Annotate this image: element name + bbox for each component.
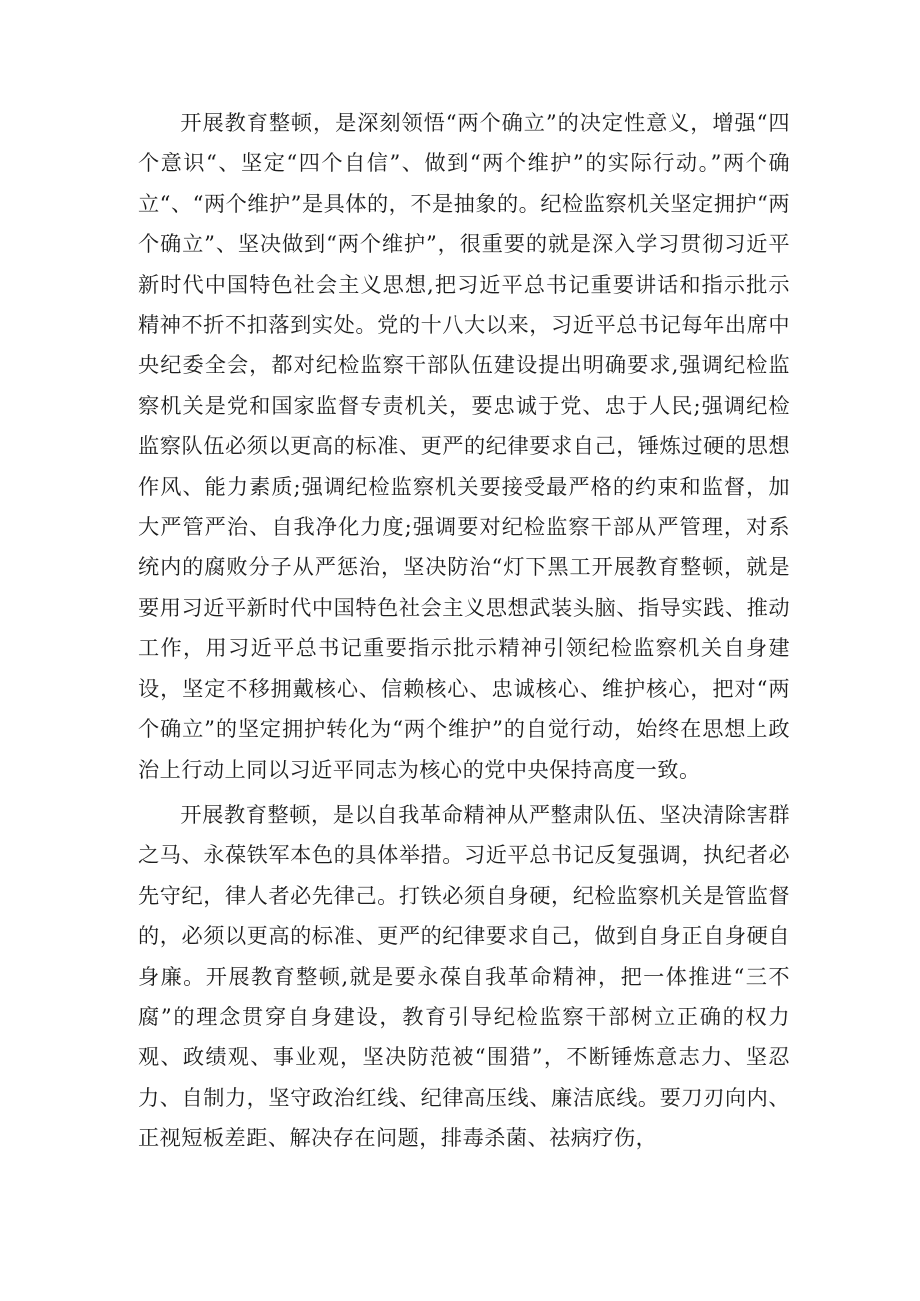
- paragraph-education-rectification-significance: 开展教育整顿，是深刻领悟“两个确立”的决定性意义，增强“四个意识“、坚定“四个自信”、做到“两个维护”的实际行动。”两个确立“、“两个维护”是具体的，不是抽象的。纪检监察机关坚定拥护“两个确立”、坚决做到“两个维护”，很重要的就是深入学习贯彻习近平新时代中国特色社会主义思想,把习近平总书记重要讲话和指示批示精神不折不扣落到实处。党的十八大以来，习近平总书记每年出席中央纪委全会，都对纪检监察干部队伍建设提出明确要求,强调纪检监察机关是党和国家监督专责机关，要忠诚于党、忠于人民;强调纪检监察队伍必须以更高的标准、更严的纪律要求自己，锤炼过硬的思想作风、能力素质;强调纪检监察机关要接受最严格的约束和监督，加大严管严治、自我净化力度;强调要对纪检监察干部从严管理，对系统内的腐败分子从严惩治，坚决防治“灯下黑工开展教育整顿，就是要用习近平新时代中国特色社会主义思想武装头脑、指导实践、推动工作，用习近平总书记重要指示批示精神引领纪检监察机关自身建设，坚定不移拥戴核心、信赖核心、忠诚核心、维护核心，把对“两个确立”的坚定拥护转化为“两个维护”的自觉行动，始终在思想上政治上行动上同以习近平同志为核心的党中央保持高度一致。: [138, 110, 790, 782]
- document-body: [138, 103, 790, 1159]
- paragraph-self-revolution-measures: 开展教育整顿，是以自我革命精神从严整肃队伍、坚决清除害群之马、永葆铁军本色的具体举措。习近平总书记反复强调，执纪者必先守纪，律人者必先律己。打铁必须自身硬，纪检监察机关是管监督的，必须以更高的标准、更严的纪律要求自己，做到自身正自身硬自身廉。开展教育整顿,就是要永葆自我革命精神，把一体推进“三不腐”的理念贯穿自身建设，教育引导纪检监察干部树立正确的权力观、政绩观、事业观，坚决防范被“围猎”，不断锤炼意志力、坚忍力、自制力，坚守政治红线、纪律高压线、廉洁底线。要刀刃向内、正视短板差距、解决存在问题，排毒杀菌、祛病疗伤，: [138, 801, 790, 1151]
